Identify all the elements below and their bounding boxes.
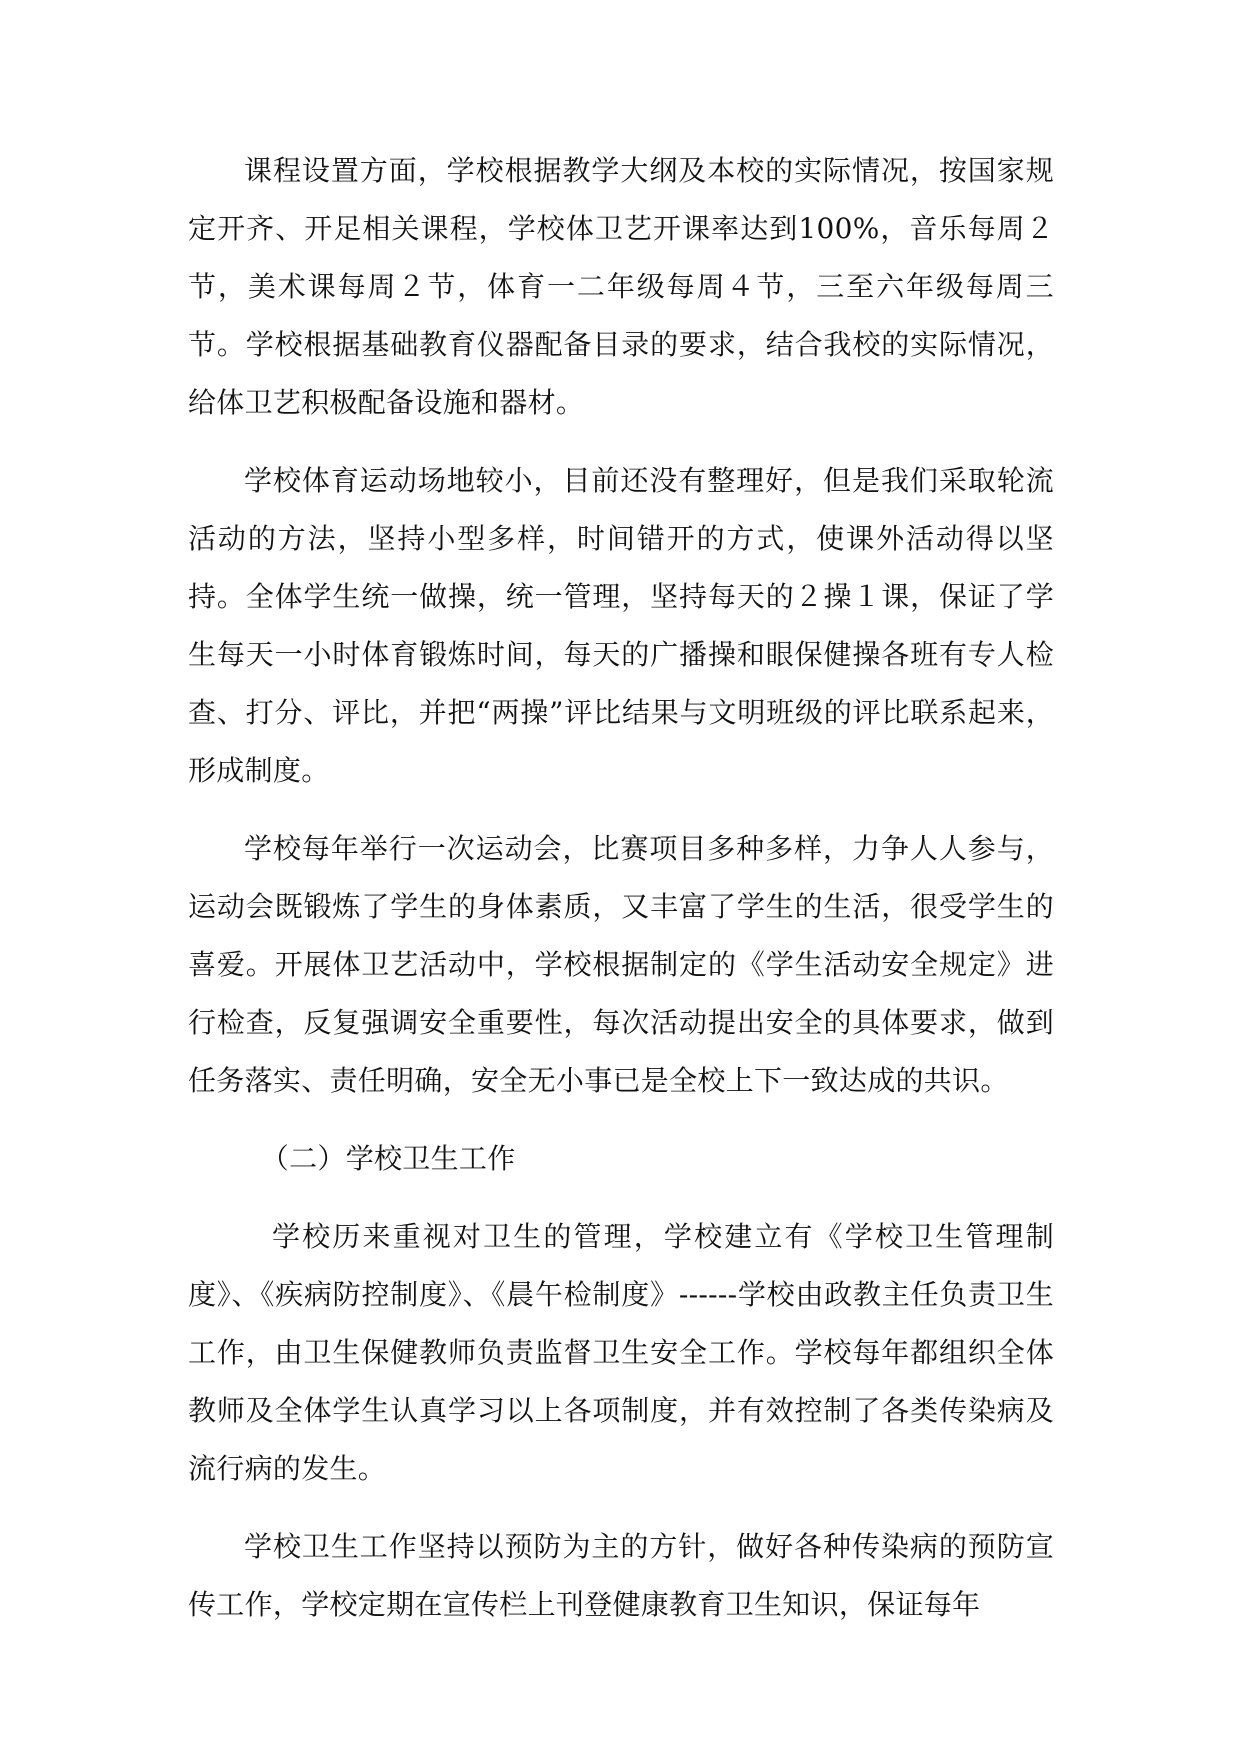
paragraph-hygiene-management: 学校历来重视对卫生的管理，学校建立有《学校卫生管理制度》、《疾病防控制度》、《晨午检制度》------学校由政教主任负责卫生工作，由卫生保健教师负责监督卫生安全工作。学校每年都组织全体教师及全体学生认真学习以上各项制度，并有效控制了各类传染病及流行病的发生。 <box>188 1220 1054 1485</box>
paragraph-course-setting: 课程设置方面，学校根据教学大纲及本校的实际情况，按国家规定开齐、开足相关课程，学校体卫艺开课率达到100%，音乐每周２节，美术课每周２节，体育一二年级每周４节，三至六年级每周三节。学校根据基础教育仪器配备目录的要求，结合我校的实际情况，给体卫艺积极配备设施和器材。 <box>188 154 1054 419</box>
section-heading-school-hygiene: （二）学校卫生工作 <box>260 1142 516 1175</box>
paragraph-sports-field: 学校体育运动场地较小，目前还没有整理好，但是我们采取轮流活动的方法，坚持小型多样，时间错开的方式，使课外活动得以坚持。全体学生统一做操，统一管理，坚持每天的２操１课，保证了学生每天一小时体育锻炼时间，每天的广播操和眼保健操各班有专人检查、打分、评比，并把“两操”评比结果与文明班级的评比联系起来，形成制度。 <box>188 464 1054 787</box>
paragraph-hygiene-prevention: 学校卫生工作坚持以预防为主的方针，做好各种传染病的预防宣传工作，学校定期在宣传栏上刊登健康教育卫生知识，保证每年 <box>188 1530 1054 1621</box>
document-body <box>188 142 1054 1654</box>
paragraph-sports-meeting: 学校每年举行一次运动会，比赛项目多种多样，力争人人参与，运动会既锻炼了学生的身体素质，又丰富了学生的生活，很受学生的喜爱。开展体卫艺活动中，学校根据制定的《学生活动安全规定》进行检查，反复强调安全重要性，每次活动提出安全的具体要求，做到任务落实、责任明确，安全无小事已是全校上下一致达成的共识。 <box>188 832 1054 1097</box>
